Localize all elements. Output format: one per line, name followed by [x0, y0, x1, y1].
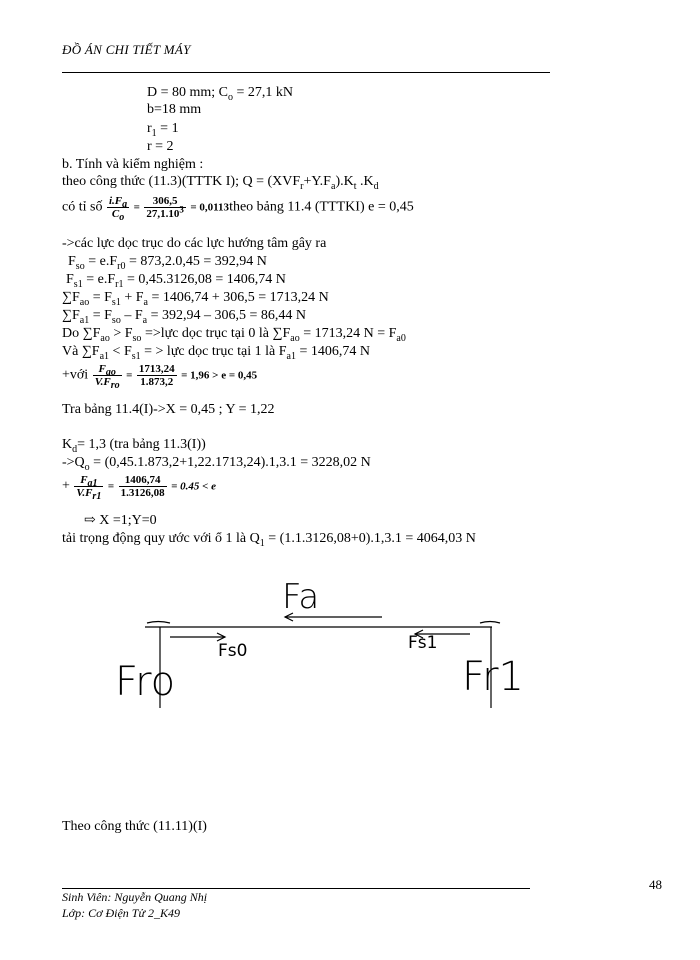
tra-bang-line: Tra bảng 11.4(I)->X = 0,45 ; Y = 1,22	[62, 402, 275, 417]
ratio-line: có tỉ số $\frac{i.F_a}{C_o}$ = $\frac{306,5}{27,1.10^3}$ = 0,0113theo bảng 11.4 (TTTKI) e = 0,45	[62, 195, 414, 224]
voi-fraction-numeric: $\frac{1713,24}{1.873,2}$	[138, 363, 175, 388]
force-diagram	[0, 560, 700, 720]
footer-class: Lớp: Cơ Điện Tử 2_K49	[62, 906, 181, 920]
fs0-line: $F_{so} = e.F_{r0} = 873,2.0,45 = 392,94$ N	[68, 254, 267, 272]
param-line-4: r = 2	[147, 139, 174, 154]
p2-line: + $\frac{F_{a1}}{V.F_{r1}}$ = $\frac{1406,74}{1.3126,08}$ = 0.45 < e	[62, 474, 217, 503]
arrow-line: ->các lực dọc trục do các lực hướng tâm gây ra	[62, 236, 327, 251]
fs1-line: $F_{s1} = e.F_{r1} = 0,45.3126,08 = 1406,74$ N	[66, 272, 286, 290]
do-line: Do $\sum F_{ao} > F_{so}$ =>lực dọc trục tại 0 là $\sum F_{ao} = 1713,24$ $N = F_{a0}$	[62, 326, 406, 344]
param-line-3: $r_1 = 1$	[147, 121, 179, 139]
voi-fraction-symbolic: $\frac{F_{ao}}{V.F_{ro}}$	[94, 363, 120, 392]
fr1-label: Fr1	[462, 654, 524, 700]
va-line: Và $\sum F_{a1} < F_{s1}$ = > lực dọc trục tại 1 là $F_{a1} = 1406,74$ N	[62, 344, 370, 362]
page-number: 48	[649, 877, 662, 892]
formula-q: theo công thức (11.3)(TTTK I); $Q = (XVF_r+Y.F_a).K_t$ $.K_d$	[62, 174, 379, 192]
closing-line: Theo công thức (11.11)(I)	[62, 819, 207, 834]
kd-line: $K_d= 1,3$ (tra bảng 11.3(I))	[62, 437, 206, 455]
voi-line: +với $\frac{F_{ao}}{V.F_{ro}}$ = $\frac{1713,24}{1.873,2}$ = 1,96 > e = 0,45	[62, 363, 258, 392]
left-bearing-mark	[147, 622, 170, 624]
fro-label: Fro	[115, 659, 176, 705]
double-arrow-icon: ⇨	[84, 513, 96, 528]
p2-fraction-symbolic: $\frac{F_{a1}}{V.F_{r1}}$	[76, 474, 102, 503]
footer-student: Sinh Viên: Nguyễn Quang Nhị	[62, 890, 208, 904]
page-header-title: ĐỒ ÁN CHI TIẾT MÁY	[62, 42, 191, 57]
fs1-label: Fs1	[408, 633, 438, 653]
ratio-fraction-symbolic: $\frac{i.F_a}{C_o}$	[108, 195, 128, 224]
fs0-label: Fs0	[218, 641, 248, 661]
fa-label: Fa	[282, 577, 320, 617]
xy-line: ⇨ X =1;Y=0	[84, 513, 157, 528]
sum-fa1-line: $\sum F_{a1} = F_{so} - F_a = 392,94 - 306,5 = 86,44$ N	[62, 308, 306, 326]
param-line-1: D = 80 mm; $C_o = 27,1$ kN	[147, 85, 294, 103]
ratio-fraction-numeric: $\frac{306,5}{27,1.10^3}$	[146, 195, 184, 220]
qo-line: $->Q_o = (0,45.1.873,2+1,22.1713,24).1,3.1 = 3228,02$ N	[62, 455, 371, 473]
section-heading: b. Tính và kiểm nghiệm :	[62, 157, 204, 172]
sum-fao-line: $\sum F_{ao} = F_{s1} + F_a = 1406,74 + 306,5 = 1713,24$ N	[62, 290, 329, 308]
right-bearing-mark	[480, 622, 500, 624]
p2-fraction-numeric: $\frac{1406,74}{1.3126,08}$	[120, 474, 165, 499]
q1-line: tải trọng động quy ước với ổ 1 là $Q_1 = (1.1.3126,08+0).1,3.1 = 4064,03$ N	[62, 531, 476, 549]
footer-rule	[62, 888, 530, 889]
param-line-2: b=18 mm	[147, 102, 202, 117]
header-rule	[62, 72, 550, 73]
